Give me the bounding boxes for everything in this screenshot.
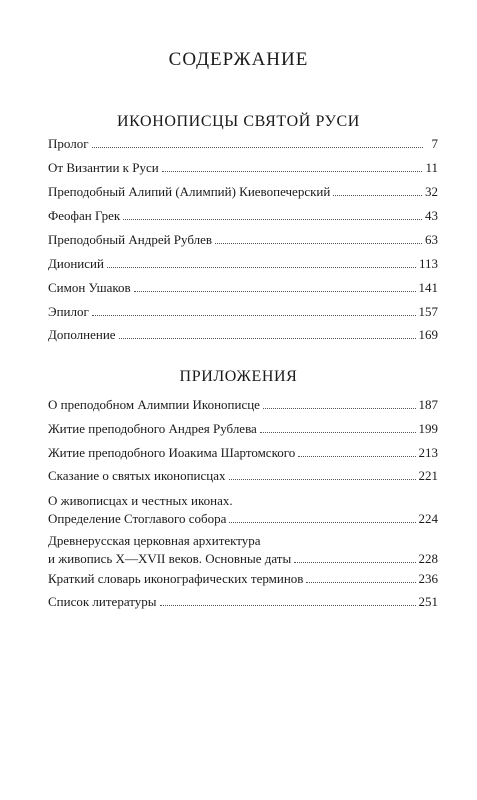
toc-entry-title: Определение Стоглавого собора: [48, 511, 227, 526]
toc-entry-page: 236: [418, 571, 438, 586]
section-title-appendices: ПРИЛОЖЕНИЯ: [179, 368, 298, 385]
toc-entry-page: 113: [418, 256, 438, 271]
dot-leader: [92, 146, 423, 148]
toc-entry-title: Житие преподобного Андрея Рублева: [48, 421, 257, 436]
toc-entry[interactable]: [48, 594, 438, 609]
toc-entry-page: 11: [425, 160, 438, 175]
toc-entry-title: О преподобном Алимпии Иконописце: [48, 397, 260, 412]
toc-entry-title: От Византии к Руси: [48, 160, 159, 175]
dot-leader: [260, 431, 416, 433]
toc-entry-page: 213: [418, 445, 438, 460]
dot-leader: [298, 455, 415, 457]
dot-leader: [263, 407, 416, 409]
toc-entry[interactable]: [48, 208, 438, 223]
toc-entry-title-line1: О живописцах и честных иконах.: [48, 493, 233, 508]
toc-entry[interactable]: [48, 232, 438, 247]
toc-entry-page: 199: [418, 421, 438, 436]
dot-leader: [306, 581, 415, 583]
toc-entry[interactable]: [48, 280, 438, 295]
toc-entry-title: Дополнение: [48, 327, 116, 342]
toc-entry[interactable]: [48, 136, 438, 151]
toc-entry-page: 32: [425, 184, 438, 199]
toc-entry-page: 224: [418, 511, 438, 526]
toc-entry-title: Житие преподобного Иоакима Шартомского: [48, 445, 296, 460]
toc-entry-title-line1: Древнерусская церковная архитектура: [48, 533, 261, 548]
toc-entry[interactable]: [48, 160, 438, 175]
toc-entry-page: 141: [418, 280, 438, 295]
toc-entry-title: Преподобный Алипий (Алимпий) Киевопечерский: [48, 184, 331, 199]
dot-leader: [92, 314, 416, 316]
toc-entry-title: Преподобный Андрей Рублев: [48, 232, 213, 247]
toc-entry-title: Пролог: [48, 136, 89, 151]
dot-leader: [162, 170, 423, 172]
dot-leader: [160, 604, 416, 606]
toc-entry-page: 221: [418, 468, 438, 483]
toc-entry[interactable]: [48, 445, 438, 460]
toc-entry-two-line[interactable]: [48, 533, 438, 566]
dot-leader: [229, 478, 416, 480]
toc-entry-page: 63: [425, 232, 438, 247]
toc-entry-page: 169: [418, 327, 438, 342]
page-title: СОДЕРЖАНИЕ: [168, 49, 309, 70]
toc-entry[interactable]: [48, 256, 438, 271]
toc-entry[interactable]: [48, 304, 438, 319]
toc-entry-page: 251: [418, 594, 438, 609]
toc-entry-title: Дионисий: [48, 256, 104, 271]
dot-leader: [294, 561, 415, 563]
toc-entry-title: Сказание о святых иконописцах: [48, 468, 226, 483]
toc-entry[interactable]: [48, 327, 438, 342]
toc-entry[interactable]: [48, 421, 438, 436]
toc-entry[interactable]: [48, 468, 438, 483]
toc-entry-title: Список литературы: [48, 594, 157, 609]
toc-entry[interactable]: [48, 397, 438, 412]
toc-entry-title: Краткий словарь иконографических терминов: [48, 571, 304, 586]
toc-entry[interactable]: [48, 571, 438, 586]
toc-entry-title: и живопись X—XVII веков. Основные даты: [48, 551, 292, 566]
toc-entry-title: Эпилог: [48, 304, 89, 319]
toc-entry-two-line[interactable]: [48, 493, 438, 526]
dot-leader: [333, 194, 422, 196]
dot-leader: [215, 242, 422, 244]
toc-entry-page: 228: [418, 551, 438, 566]
toc-entry-page: 157: [418, 304, 438, 319]
dot-leader: [229, 521, 415, 523]
toc-entry-page: 187: [418, 397, 438, 412]
dot-leader: [123, 218, 422, 220]
toc-entry-title: Симон Ушаков: [48, 280, 131, 295]
dot-leader: [119, 337, 416, 339]
dot-leader: [107, 266, 416, 268]
toc-entry-page: 43: [425, 208, 438, 223]
section-title-iconographers: ИКОНОПИСЦЫ СВЯТОЙ РУСИ: [117, 113, 360, 130]
toc-entry-title: Феофан Грек: [48, 208, 121, 223]
toc-entry-page: 7: [431, 136, 438, 151]
dot-leader: [134, 290, 416, 292]
toc-entry[interactable]: [48, 184, 438, 199]
